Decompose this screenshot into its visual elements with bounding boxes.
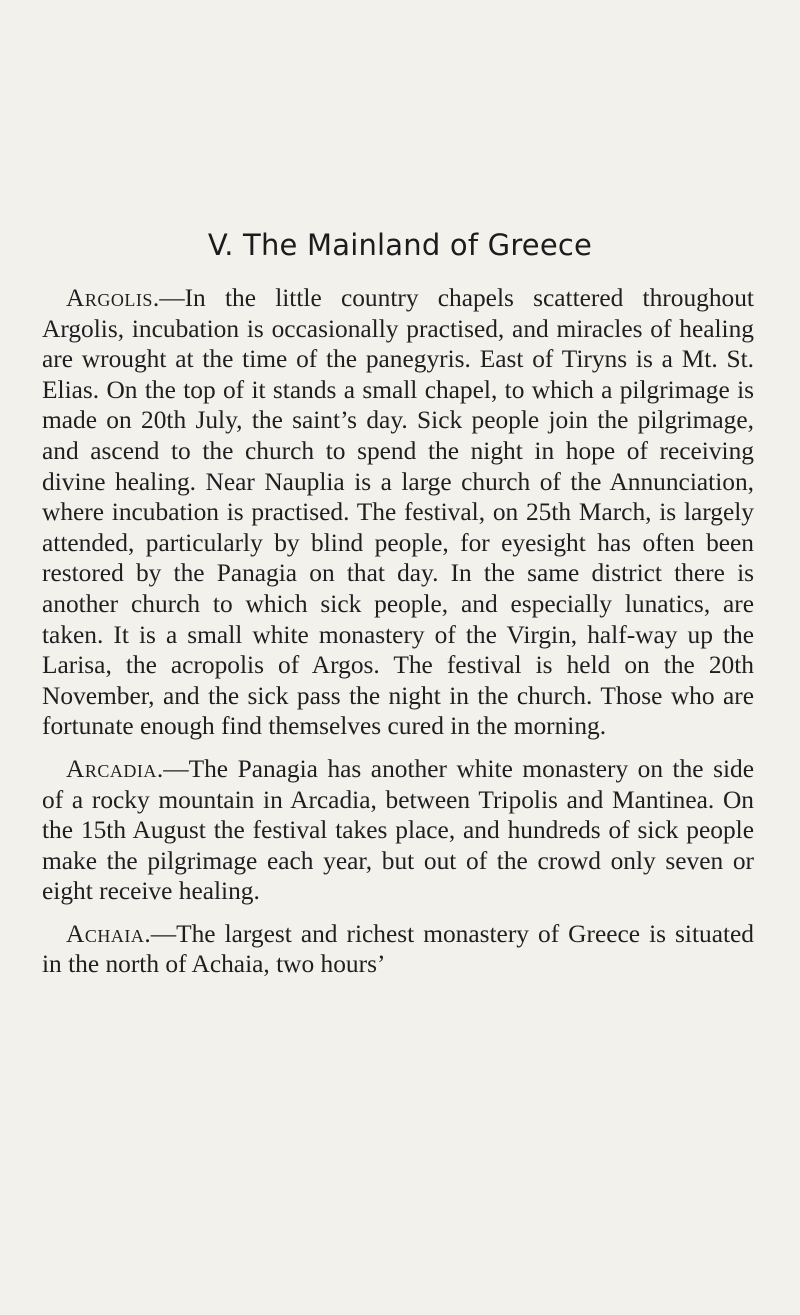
- paragraph-lead: Achaia: [66, 919, 145, 948]
- chapter-heading: V. The Mainland of Greece: [207, 228, 593, 262]
- paragraph-arcadia: [42, 754, 754, 907]
- paragraph-text: .—The Panagia has another white monastery on the side of a rocky mountain in Arcadia, between Tripolis and Mantinea. On the 15th August the festival takes place, and hundreds of sick people make the pilgrimage each year, but out of the crowd only seven or eight receive healing.: [42, 754, 754, 906]
- paragraph-argolis: [42, 283, 754, 742]
- paragraph-lead: Argolis: [66, 284, 153, 312]
- paragraph-text: .—In the little country chapels scattered throughout Argolis, incubation is occasionally practised, and miracles of healing are wrought at the time of the panegyris. East of Tiryns is a Mt. St. Elias. On the top of it stands a small chapel, to which a pilgrimage is made on 20th July, the saint’s day. Sick people join the pilgrimage, and ascend to the church to spend the night in hope of receiving divine healing. Near Nauplia is a large church of the Annunciation, where incubation is practised. The festival, on 25th March, is largely attended, particularly by blind people, for eyesight has often been restored by the Panagia on that day. In the same district there is another church to which sick people, and especially lunatics, are taken. It is a small white monastery of the Virgin, half-way up the Larisa, the acropolis of Argos. The festival is held on the 20th November, and the sick pass the night in the church. Those who are fortunate enough find themselves cured in the morning.: [42, 284, 754, 741]
- paragraph-lead: Arcadia: [66, 754, 157, 783]
- paragraph-achaia: [42, 919, 754, 980]
- paragraph-text: .—The largest and richest monastery of Greece is situated in the north of Achaia, two hours’: [42, 919, 754, 979]
- body-text: [42, 283, 754, 980]
